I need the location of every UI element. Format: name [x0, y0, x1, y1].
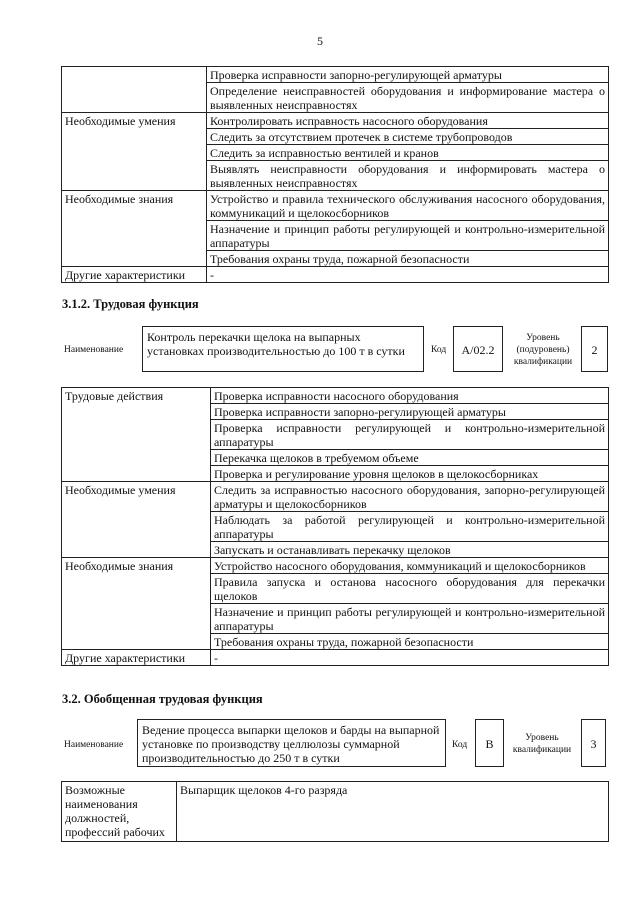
table-cell: Запускать и останавливать перекачку щелоков — [211, 542, 609, 558]
table-label: Необходимые знания — [62, 191, 207, 267]
table-label: Другие характеристики — [62, 650, 211, 666]
code-box: В — [475, 719, 504, 767]
table-cell: Проверка исправности регулирующей и контрольно-измерительной аппаратуры — [211, 420, 609, 450]
table-cell: Назначение и принцип работы регулирующей и контрольно-измерительной аппаратуры — [211, 604, 609, 634]
table-label: Необходимые умения — [62, 482, 211, 558]
section-heading: 3.1.2. Трудовая функция — [62, 297, 199, 311]
table-cell: Следить за исправностью насосного оборудования, запорно-регулирующей арматуры и щелокосборников — [211, 482, 609, 512]
code-label: Код — [452, 740, 468, 750]
table-cell: Следить за исправностью вентилей и кранов — [207, 145, 609, 161]
table-cell: Выявлять неисправности оборудования и информировать мастера о выявленных неисправностях — [207, 161, 609, 191]
table-cell: Устройство и правила технического обслуживания насосного оборудования, коммуникаций и щелокосборников — [207, 191, 609, 221]
name-label: Наименование — [64, 345, 124, 355]
table-cell: Проверка исправности насосного оборудования — [211, 388, 609, 404]
table-label: Трудовые действия — [62, 388, 211, 482]
table-cell: Следить за отсутствием протечек в системе трубопроводов — [207, 129, 609, 145]
table-label: Необходимые знания — [62, 558, 211, 650]
table-cell: Устройство насосного оборудования, коммуникаций и щелокосборников — [211, 558, 609, 574]
table-cell: Перекачка щелоков в требуемом объеме — [211, 450, 609, 466]
level-box: 3 — [581, 719, 606, 767]
table-label — [62, 67, 207, 113]
table-cell: Правила запуска и останова насосного оборудования для перекачки щелоков — [211, 574, 609, 604]
table-cell: Наблюдать за работой регулирующей и контрольно-измерительной аппаратуры — [211, 512, 609, 542]
table-cell: Требования охраны труда, пожарной безопасности — [211, 634, 609, 650]
function-name-box: Контроль перекачки щелока на выпарных установках производительностью до 100 т в сутки — [142, 326, 424, 372]
page-number: 5 — [317, 34, 323, 48]
name-label: Наименование — [64, 740, 124, 750]
table-cell: Контролировать исправность насосного оборудования — [207, 113, 609, 129]
table-label: Другие характеристики — [62, 267, 207, 283]
table-cell: Назначение и принцип работы регулирующей и контрольно-измерительной аппаратуры — [207, 221, 609, 251]
table-cell: - — [211, 650, 609, 666]
table-continued — [61, 66, 609, 283]
table-cell: Выпарщик щелоков 4-го разряда — [177, 782, 609, 842]
positions-table — [61, 781, 609, 842]
table-cell: Определение неисправностей оборудования и информирование мастера о выявленных неисправностях — [207, 83, 609, 113]
section-heading: 3.2. Обобщенная трудовая функция — [62, 692, 263, 706]
table-cell: Проверка и регулирование уровня щелоков в щелокосборниках — [211, 466, 609, 482]
table-label: Возможные наименования должностей, профессий рабочих — [62, 782, 177, 842]
table-cell: Проверка исправности запорно-регулирующей арматуры — [207, 67, 609, 83]
table-cell: - — [207, 267, 609, 283]
table-cell: Проверка исправности запорно-регулирующей арматуры — [211, 404, 609, 420]
function-name-box: Ведение процесса выпарки щелоков и барды на выпарной установке по производству целлюлозы суммарной производительностью до 250 т в сутки — [137, 719, 446, 767]
level-label: Уровень (подуровень) квалификации — [513, 333, 573, 367]
level-label: Уровень квалификации — [512, 733, 572, 755]
table-cell: Требования охраны труда, пожарной безопасности — [207, 251, 609, 267]
labor-function-table — [61, 387, 609, 666]
level-box: 2 — [581, 326, 608, 372]
code-label: Код — [431, 345, 447, 355]
code-box: А/02.2 — [453, 326, 503, 372]
table-label: Необходимые умения — [62, 113, 207, 191]
